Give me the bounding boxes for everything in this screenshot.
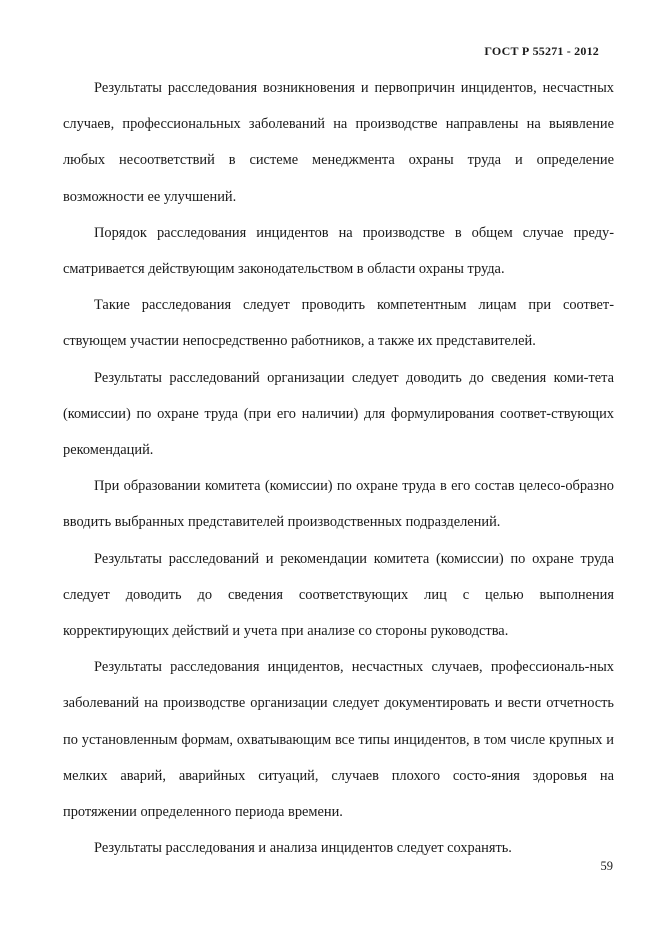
paragraph: Результаты расследования и анализа инцидентов следует сохранять.	[94, 840, 512, 857]
paragraph: Результаты расследований и рекомендации комитета (комиссии) по охране труда следует доводить до сведения соответствующих лиц с целью выполнения корректирующих действий и учета при анализе со стороны руководства.	[63, 550, 614, 640]
page-number: 59	[600, 859, 613, 873]
paragraph: Порядок расследования инцидентов на производстве в общем случае преду-сматривается действующим законодательством в области охраны труда.	[63, 224, 614, 278]
paragraph: Результаты расследования возникновения и первопричин инцидентов, несчастных случаев, профессиональных заболеваний на производстве направлены на выявление любых несоответствий в системе менеджмента охраны труда и определение возможности ее улучшений.	[63, 80, 614, 205]
paragraph: Результаты расследований организации следует доводить до сведения коми-тета (комиссии) по охране труда (при его наличии) для формулирования соответ-ствующих рекомендаций.	[63, 369, 614, 459]
paragraph: При образовании комитета (комиссии) по охране труда в его состав целесо-образно вводить выбранных представителей производственных подразделений.	[63, 478, 614, 531]
paragraph: Такие расследования следует проводить компетентным лицам при соответ-ствующем участии непосредственно работников, а также их представителей.	[63, 297, 614, 350]
paragraph: Результаты расследования инцидентов, несчастных случаев, профессиональ-ных заболеваний на производстве организации следует документировать и вести отчетность по установленным формам, охватывающим все типы инцидентов, в том числе крупных и мелких аварий, аварийных ситуаций, случаев плохого состо-яния здоровья на протяжении определенного периода времени.	[63, 659, 614, 821]
document-standard-id: ГОСТ Р 55271 - 2012	[484, 44, 599, 58]
document-body	[63, 70, 614, 866]
